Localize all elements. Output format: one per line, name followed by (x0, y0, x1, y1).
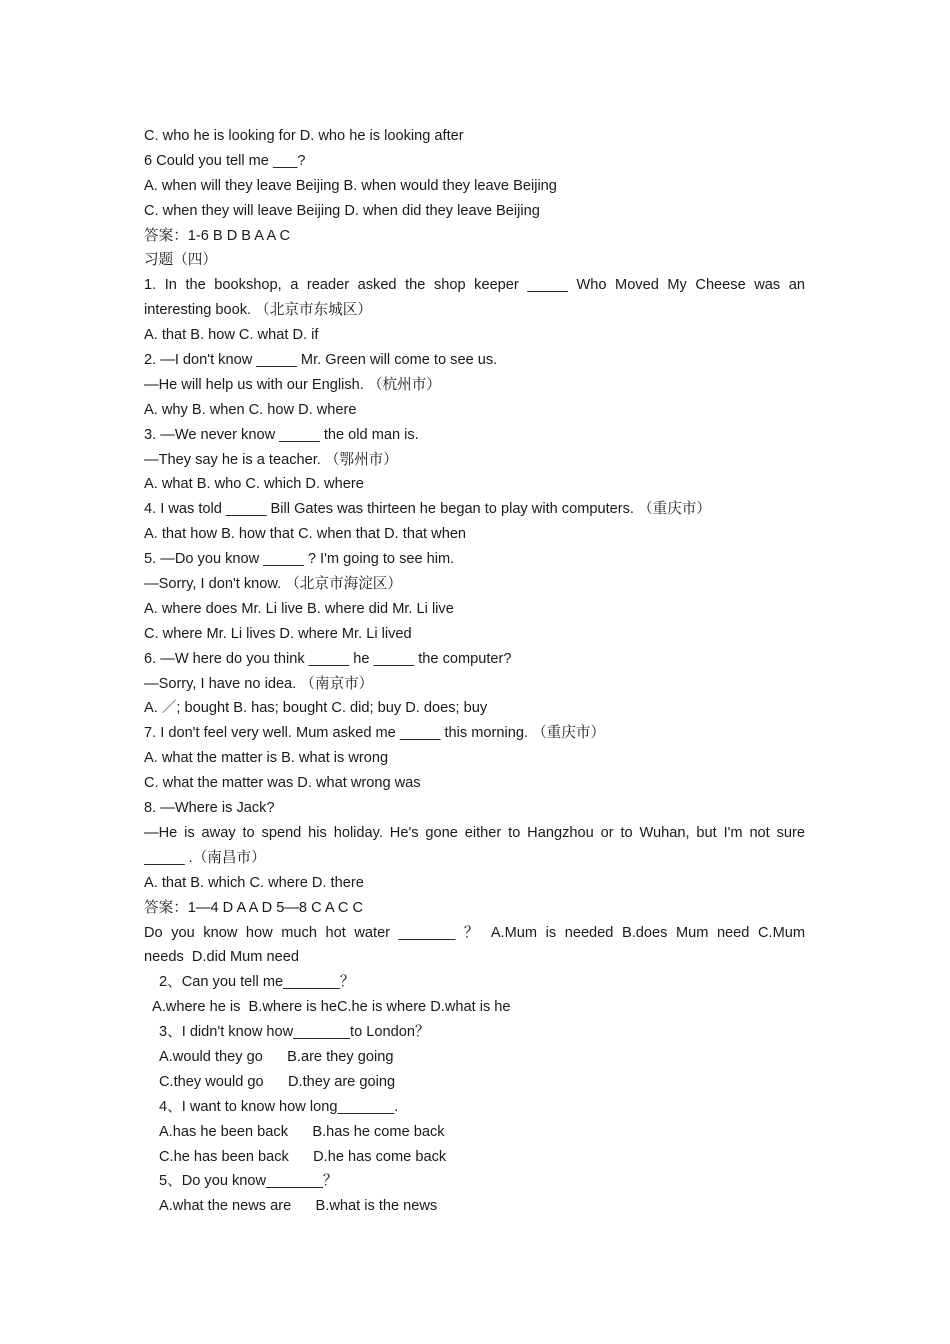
text-line: 4、I want to know how long_______. (159, 1098, 399, 1115)
text-line: C.he has been back D.he has come back (159, 1148, 447, 1165)
text-line: 6. —W here do you think _____ he _____ the computer? (144, 650, 512, 667)
text-line: 答案：1-6 B D B A A C (144, 227, 290, 244)
text-line: _____ .（南昌市） (144, 849, 266, 866)
text-line: A. ／; bought B. has; bought C. did; buy D. does; buy (144, 700, 488, 717)
text-line: A. what the matter is B. what is wrong (144, 750, 389, 767)
text-line: 7. I don't feel very well. Mum asked me _____ this morning. （重庆市） (144, 725, 606, 742)
text-line: —They say he is a teacher. （鄂州市） (144, 451, 398, 468)
text-line: A.would they go B.are they going (159, 1048, 394, 1065)
text-line: —He will help us with our English. （杭州市） (144, 376, 441, 393)
text-line: 习题（四） (144, 252, 217, 269)
text-line: —Sorry, I have no idea. （南京市） (144, 675, 374, 692)
text-line: 答案：1—4 D A A D 5—8 C A C C (144, 899, 363, 916)
text-line: A. that B. which C. where D. there (144, 874, 364, 891)
text-line: 5. —Do you know _____ ? I'm going to see him. (144, 551, 455, 568)
text-line: needs D.did Mum need (144, 949, 299, 966)
text-line: A. when will they leave Beijing B. when would they leave Beijing (144, 177, 557, 194)
text-line: 8. —Where is Jack? (144, 800, 275, 817)
text-line: A. where does Mr. Li live B. where did Mr. Li live (144, 600, 454, 617)
text-line: —He is away to spend his holiday. He's gone either to Hangzhou or to Wuhan, but I'm not sure (144, 824, 805, 841)
text-line: 3. —We never know _____ the old man is. (144, 426, 419, 443)
text-line: C. what the matter was D. what wrong was (144, 775, 421, 792)
text-line: 1. In the bookshop, a reader asked the shop keeper _____ Who Moved My Cheese was an (144, 277, 805, 294)
text-line: A. what B. who C. which D. where (144, 476, 364, 493)
text-line: C. who he is looking for D. who he is looking after (144, 128, 464, 144)
text-line: —Sorry, I don't know. （北京市海淀区） (144, 576, 402, 593)
text-line: A. why B. when C. how D. where (144, 401, 357, 418)
text-line: C.they would go D.they are going (159, 1073, 396, 1090)
text-line: C. where Mr. Li lives D. where Mr. Li lived (144, 625, 412, 642)
text-line: A.where he is B.where is heC.he is where D.what is he (152, 999, 511, 1016)
text-line: 6 Could you tell me ___? (144, 152, 306, 169)
text-line: C. when they will leave Beijing D. when did they leave Beijing (144, 202, 540, 219)
text-line: A.has he been back B.has he come back (159, 1123, 445, 1140)
text-line: 4. I was told _____ Bill Gates was thirteen he began to play with computers. （重庆市） (144, 501, 711, 518)
text-line: A.what the news are B.what is the news (159, 1198, 438, 1215)
text-line: 5、Do you know_______？ (159, 1173, 338, 1190)
text-line: 2、Can you tell me_______？ (159, 974, 355, 991)
document-page (144, 124, 805, 1219)
text-line: 2. —I don't know _____ Mr. Green will come to see us. (144, 352, 498, 369)
text-line: 3、I didn't know how_______to London？ (159, 1024, 430, 1041)
text-line: A. that how B. how that C. when that D. that when (144, 526, 467, 543)
text-line: Do you know how much hot water _______ ？ A.Mum is needed B.does Mum need C.Mum (144, 924, 805, 941)
text-line: A. that B. how C. what D. if (144, 327, 319, 344)
text-line: interesting book. （北京市东城区） (144, 302, 372, 319)
